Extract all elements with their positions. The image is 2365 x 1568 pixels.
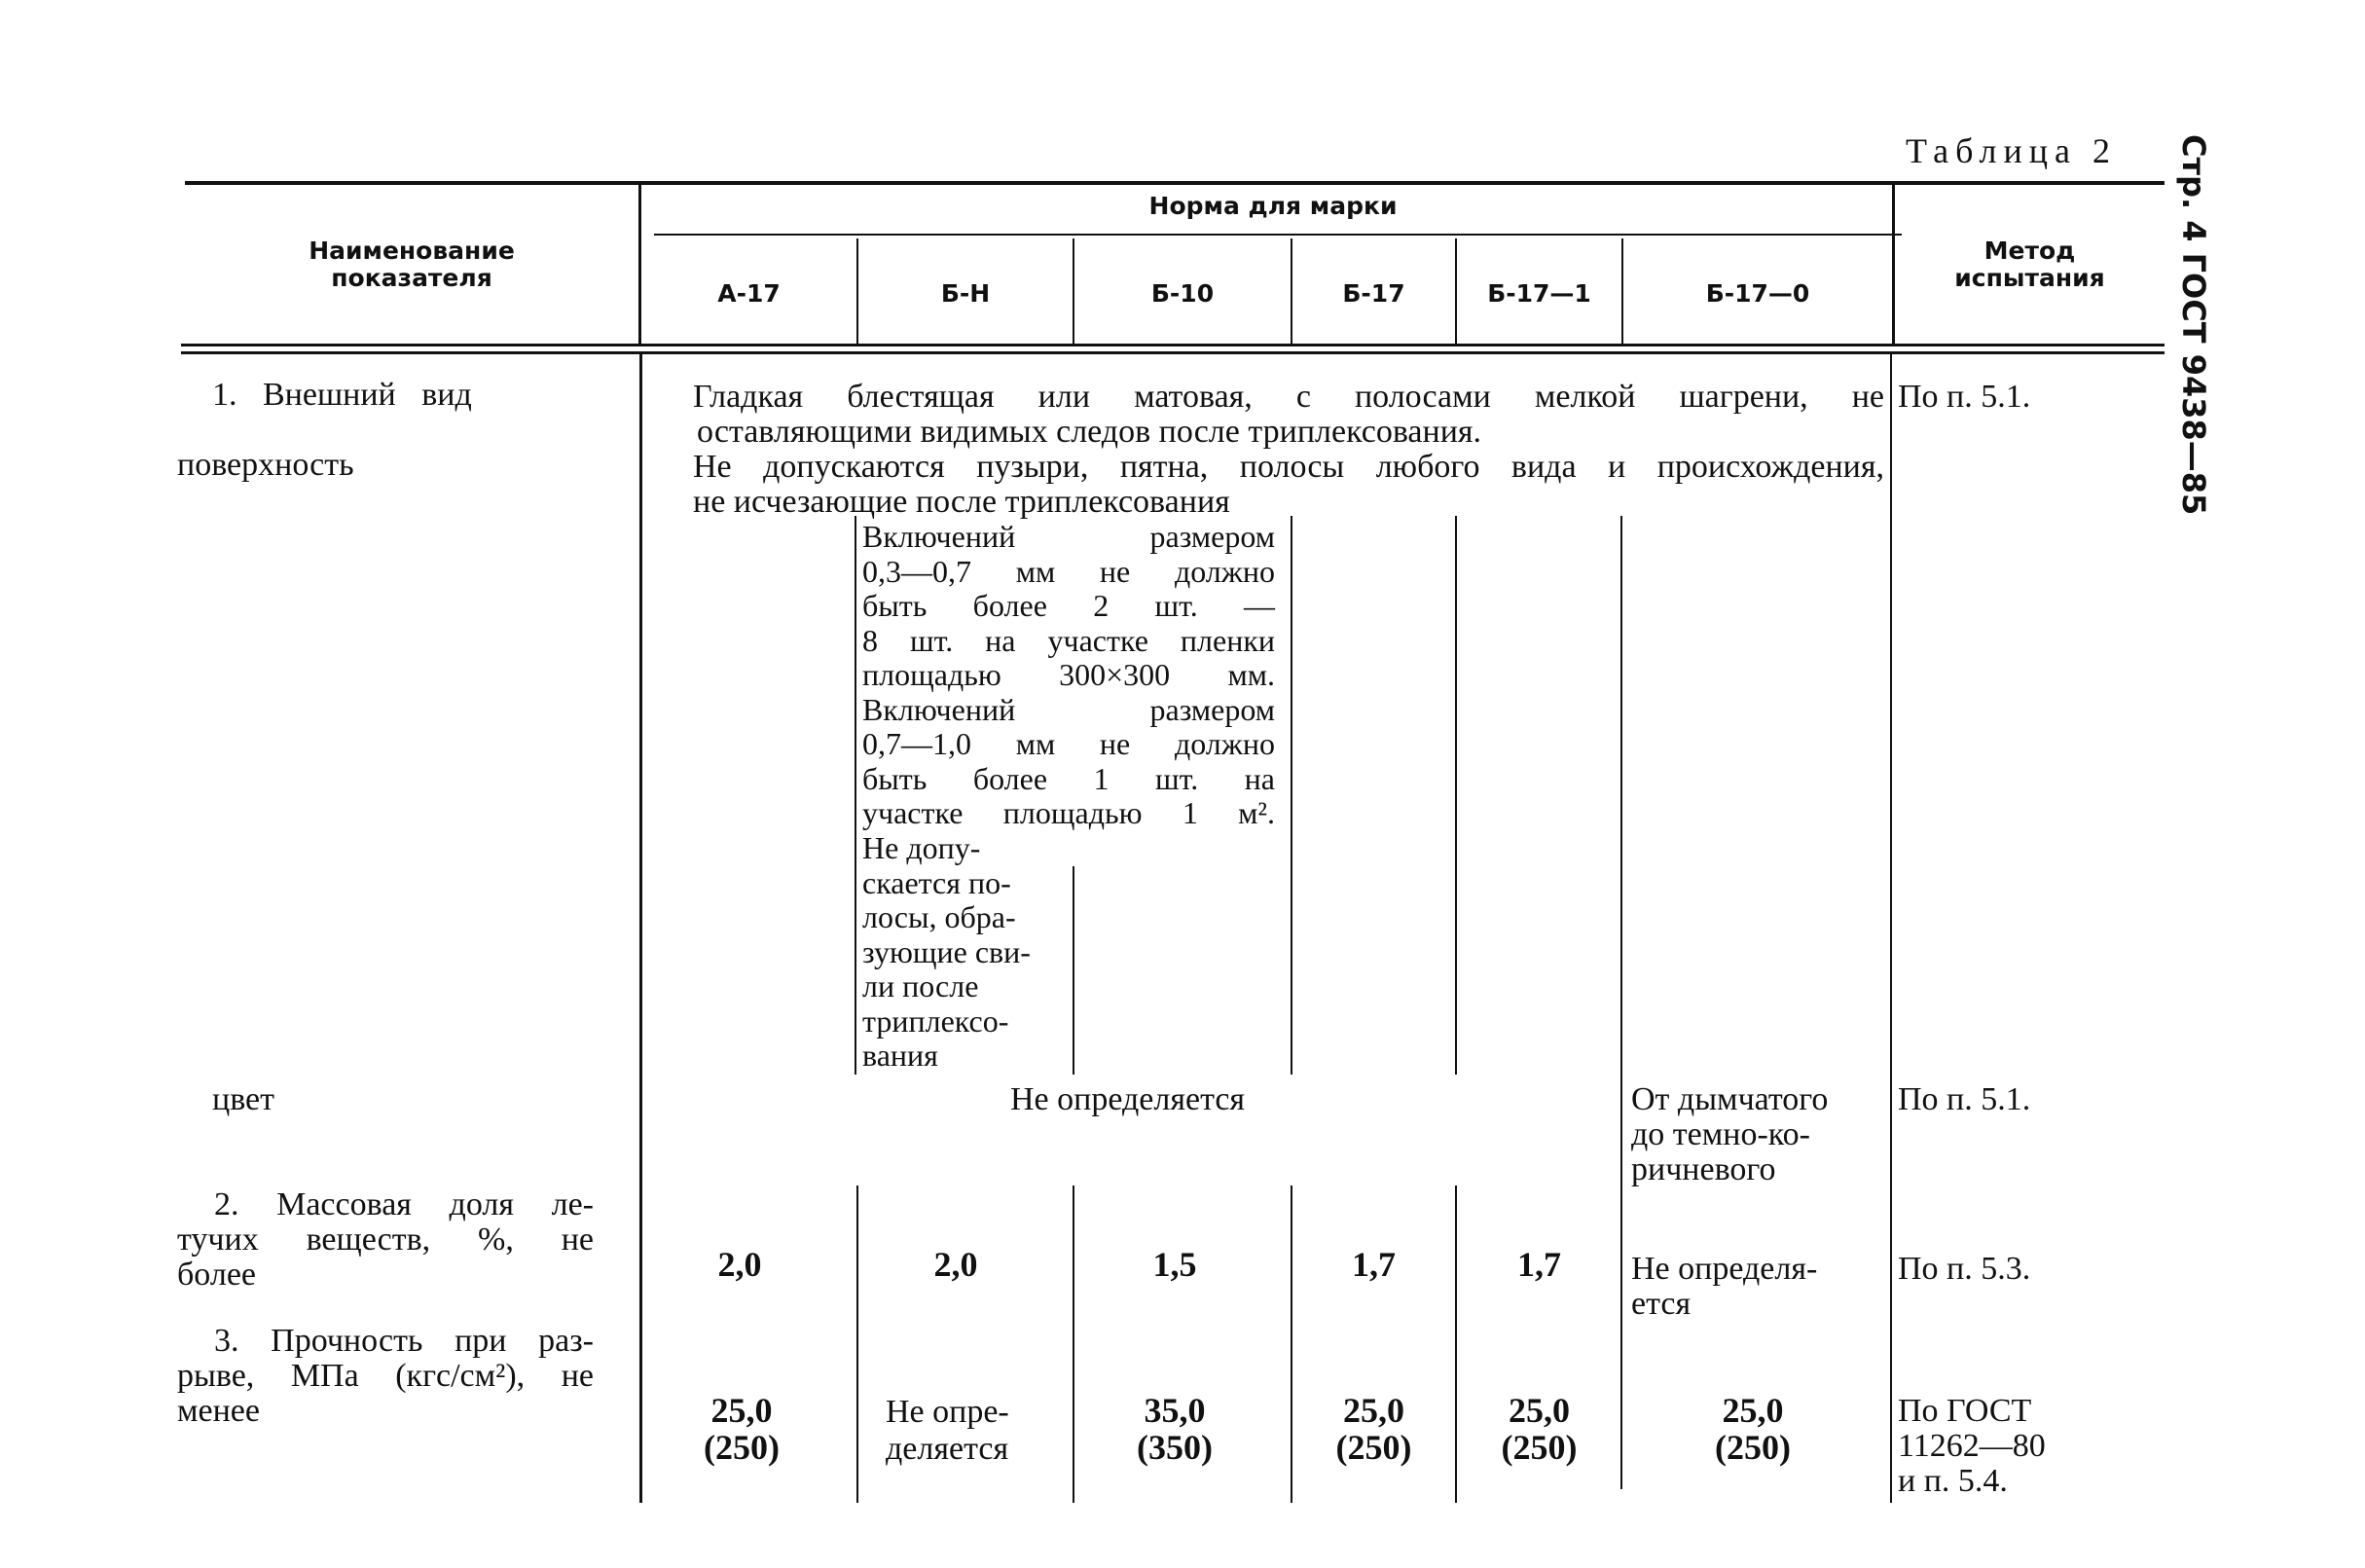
row3-value-b170 bbox=[1623, 1392, 1882, 1466]
row3-value-b10 bbox=[1074, 1392, 1275, 1466]
row3-value-b171-line-1: 25,0 bbox=[1509, 1391, 1570, 1430]
row1-inclusions-narrow bbox=[862, 831, 1069, 1074]
header-norm-rule bbox=[654, 234, 1902, 236]
col-rule-a17-incl bbox=[855, 516, 856, 1075]
color-merged-value: Не определяется bbox=[1010, 1081, 1246, 1117]
header-bottom-rule-1 bbox=[181, 344, 2165, 346]
row2-label bbox=[177, 1187, 594, 1293]
row1-method: По п. 5.1. bbox=[1898, 379, 2031, 415]
row1-text-line-3: Не допускаются пузыри, пятна, полосы любого вида и происхождения, bbox=[693, 449, 1884, 485]
row3-method-line-3: и п. 5.4. bbox=[1898, 1463, 2008, 1499]
row3-method-line-1: По ГОСТ bbox=[1898, 1393, 2032, 1429]
header-grade-b17: Б-17 bbox=[1342, 279, 1405, 308]
row1-text-line-1: Гладкая блестящая или матовая, с полосами мелкой шагрени, не bbox=[693, 379, 1884, 415]
header-indicator-line-2: показателя bbox=[331, 264, 492, 292]
row2-method: По п. 5.3. bbox=[1898, 1251, 2031, 1287]
header-grade-b10: Б-10 bbox=[1150, 279, 1215, 308]
color-b17-0 bbox=[1631, 1082, 1828, 1187]
row3-label-line-1: 3. Прочность при раз- bbox=[214, 1323, 594, 1359]
header-grade-b171: Б-17—1 bbox=[1487, 279, 1591, 308]
header-indicator bbox=[185, 237, 638, 292]
header-method-line-2: испытания bbox=[1954, 264, 2105, 292]
incl-line-9: участке площадью 1 м². bbox=[862, 795, 1275, 830]
row3-value-bn-line-1: Не опре- bbox=[886, 1394, 1009, 1430]
incl-line-2: 0,3—0,7 мм не должно bbox=[862, 553, 1275, 589]
row3-value-a17-line-2: (250) bbox=[704, 1428, 780, 1467]
page-label bbox=[2168, 134, 2219, 543]
color-b17-0-line-2: до темно-ко- bbox=[1631, 1116, 1810, 1152]
row2-value-a17: 2,0 bbox=[717, 1245, 762, 1284]
row1-label-2: поверхность bbox=[177, 447, 354, 483]
color-method: По п. 5.1. bbox=[1898, 1081, 2031, 1117]
incl-line-15: триплексо- bbox=[862, 1003, 1009, 1039]
row2-b17-0-line-1: Не определя- bbox=[1631, 1251, 1818, 1287]
row2-label-line-1: 2. Массовая доля ле- bbox=[214, 1186, 594, 1222]
col-rule-bn-incl bbox=[1073, 866, 1074, 1075]
incl-line-16: вания bbox=[862, 1038, 938, 1073]
row3-value-b171 bbox=[1457, 1392, 1621, 1466]
row3-value-a17-line-1: 25,0 bbox=[710, 1391, 773, 1430]
row3-value-b17-line-1: 25,0 bbox=[1343, 1391, 1404, 1430]
row3-method bbox=[1898, 1394, 2046, 1499]
row2-value-bn: 2,0 bbox=[933, 1245, 978, 1284]
col-rule-b10-incl bbox=[1291, 516, 1292, 1075]
incl-line-14: ли после bbox=[862, 968, 979, 1003]
col-rule-method-body bbox=[1890, 354, 1892, 1503]
header-grade-b170: Б-17—0 bbox=[1705, 279, 1810, 308]
incl-line-1: Включений размером bbox=[862, 519, 1275, 554]
row2-value-b171: 1,7 bbox=[1517, 1245, 1561, 1284]
row3-value-bn-line-2: деляется bbox=[886, 1431, 1009, 1467]
row3-label bbox=[177, 1324, 594, 1429]
table-top-rule bbox=[185, 181, 2165, 185]
row1-inclusions-wide bbox=[862, 520, 1275, 831]
row3-label-line-3: менее bbox=[177, 1393, 260, 1429]
row3-value-a17 bbox=[644, 1392, 839, 1466]
header-method bbox=[1895, 237, 2165, 292]
row3-method-line-2: 11262—80 bbox=[1898, 1428, 2046, 1464]
row3-value-b170-line-1: 25,0 bbox=[1722, 1391, 1784, 1430]
col-rule-indicator-body bbox=[639, 354, 642, 1503]
row3-value-b17 bbox=[1292, 1392, 1455, 1466]
col-rule-a17-values bbox=[856, 1185, 858, 1503]
incl-line-7: 0,7—1,0 мм не должно bbox=[862, 726, 1275, 761]
incl-line-12: лосы, обра- bbox=[862, 899, 1016, 934]
page-label-text: Стр. 4 ГОСТ 9438—85 bbox=[2175, 134, 2212, 516]
incl-line-6: Включений размером bbox=[862, 691, 1275, 727]
incl-line-11: скается по- bbox=[862, 864, 1011, 900]
row1-label-1: 1. Внешний вид bbox=[212, 377, 472, 413]
color-b17-0-line-3: ричневого bbox=[1631, 1151, 1776, 1187]
incl-line-10: Не допу- bbox=[862, 830, 981, 865]
incl-line-5: площадью 300×300 мм. bbox=[862, 657, 1275, 692]
col-rule-indicator-header bbox=[638, 185, 641, 344]
header-indicator-line-1: Наименование bbox=[309, 237, 515, 265]
incl-line-4: 8 шт. на участке пленки bbox=[862, 622, 1275, 658]
row2-b17-0-line-2: ется bbox=[1631, 1286, 1692, 1322]
row3-value-b171-line-2: (250) bbox=[1501, 1428, 1578, 1467]
row2-value-b10: 1,5 bbox=[1152, 1245, 1197, 1284]
row3-value-b17-line-2: (250) bbox=[1335, 1428, 1412, 1467]
header-grade-a17: А-17 bbox=[717, 279, 781, 308]
row3-value-b170-line-2: (250) bbox=[1715, 1428, 1791, 1467]
col-rule-b171-incl bbox=[1620, 516, 1622, 1489]
col-rule-b17-incl bbox=[1455, 516, 1457, 1075]
row2-b17-0 bbox=[1631, 1252, 1817, 1322]
row1-text-line-2: оставляющими видимых следов после триплексования. bbox=[697, 414, 1482, 450]
incl-line-13: зующие сви- bbox=[862, 933, 1031, 969]
color-b17-0-line-1: От дымчатого bbox=[1631, 1081, 1829, 1117]
header-norm: Норма для марки bbox=[1148, 192, 1398, 220]
row3-label-line-2: рыве, МПа (кгс/см²), не bbox=[177, 1358, 594, 1394]
row1-text-line-4: не исчезающие после триплексования bbox=[693, 484, 1230, 520]
row3-value-bn bbox=[886, 1394, 1009, 1468]
row3-value-b10-line-1: 35,0 bbox=[1144, 1391, 1206, 1430]
header-bottom-rule-2 bbox=[181, 351, 2165, 354]
incl-line-8: быть более 1 шт. на bbox=[862, 760, 1275, 796]
color-label: цвет bbox=[212, 1081, 274, 1117]
table-caption: Таблица 2 bbox=[1906, 131, 2117, 170]
incl-line-3: быть более 2 шт. — bbox=[862, 588, 1275, 623]
row3-value-b10-line-2: (350) bbox=[1137, 1428, 1213, 1467]
header-method-line-1: Метод bbox=[1983, 237, 2076, 265]
row2-label-line-2: тучих веществ, %, не bbox=[177, 1222, 594, 1258]
row2-label-line-3: более bbox=[177, 1257, 256, 1293]
row2-value-b17: 1,7 bbox=[1352, 1245, 1396, 1284]
header-grade-bn: Б-Н bbox=[940, 279, 991, 308]
